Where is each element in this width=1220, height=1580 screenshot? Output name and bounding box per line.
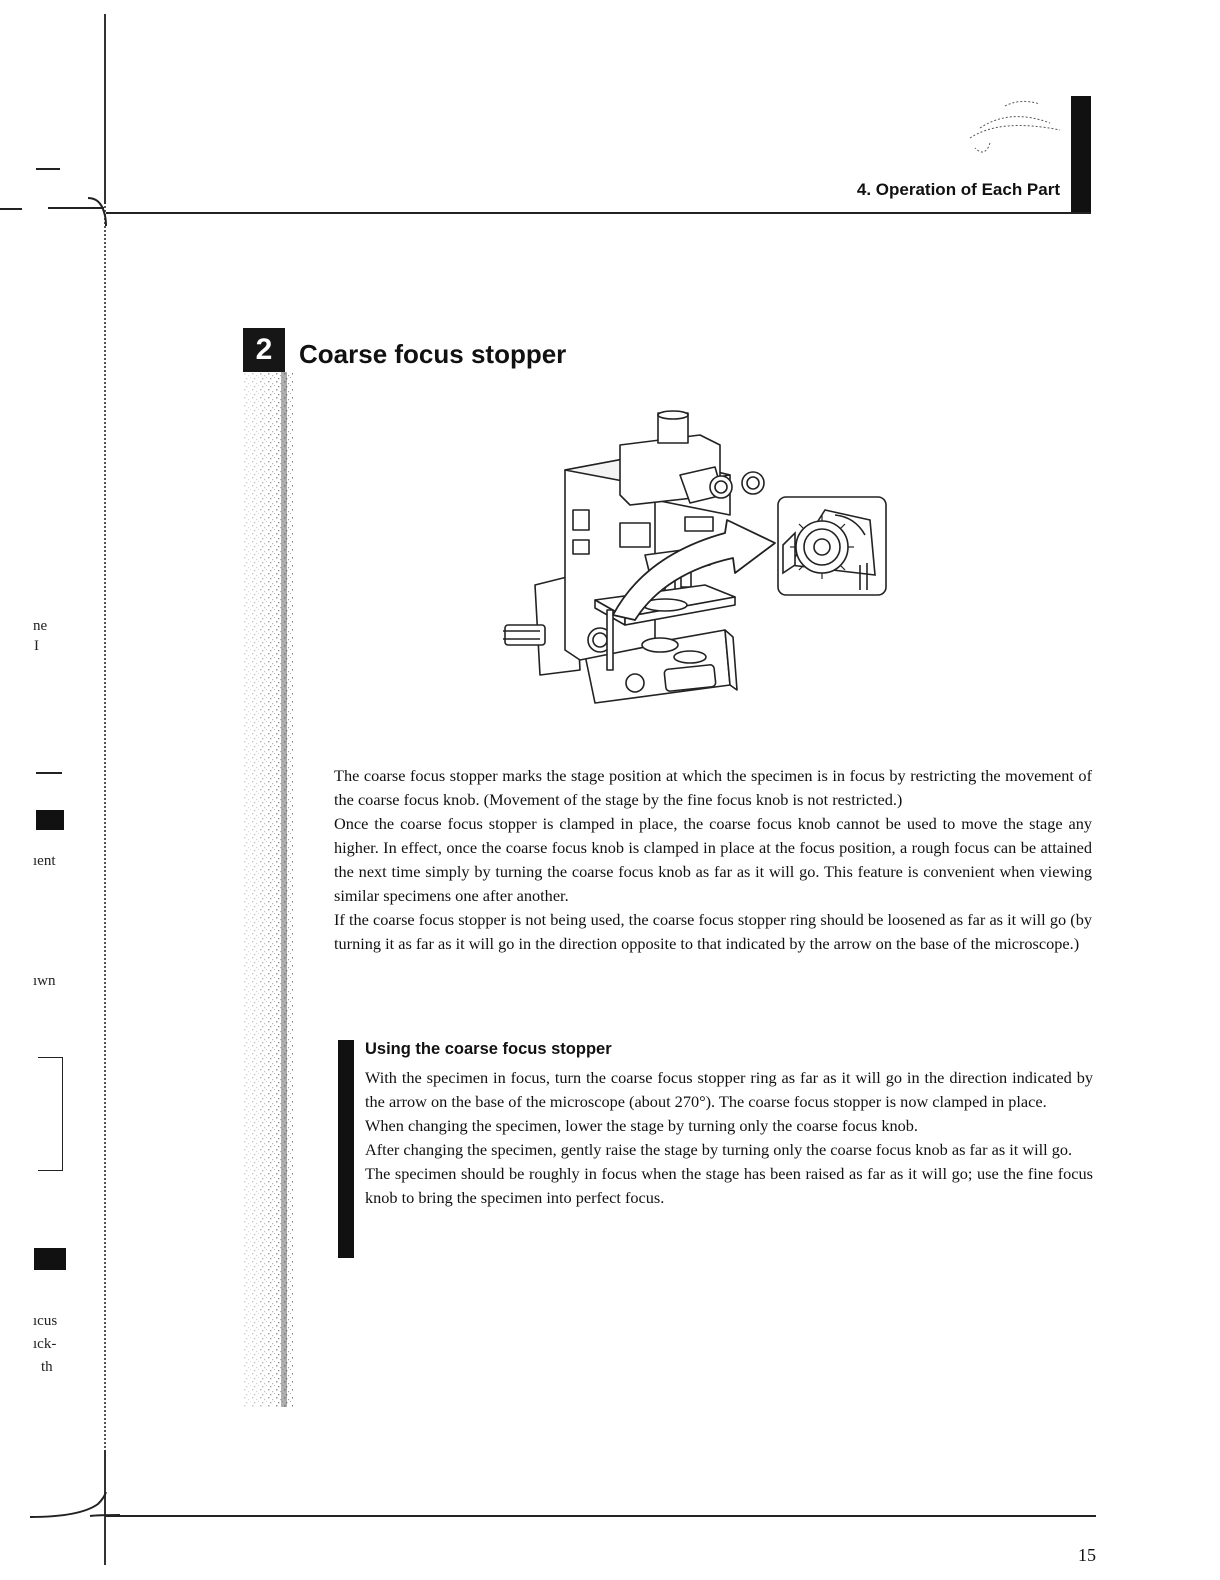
body-paragraph: If the coarse focus stopper is not being used, the coarse focus stopper ring should be loosened as far as it will go (by turning it as far as it will go in the direction opposite to that indicated by the arrow on the base of the microscope.): [334, 910, 1092, 953]
running-header: 4. Operation of Each Part: [856, 180, 1060, 199]
body-text: [334, 764, 1092, 956]
margin-bracket: [38, 1057, 63, 1171]
top-rule-curve: [88, 196, 118, 226]
page-number: 15: [1078, 1545, 1096, 1565]
margin-fragment: I: [34, 638, 39, 654]
note-paragraph: When changing the specimen, lower the stage by turning only the coarse focus knob.: [365, 1116, 918, 1135]
section-number-badge: 2: [243, 328, 285, 372]
note-paragraph: After changing the specimen, gently raise the stage by turning only the coarse focus knob as far as it will go.: [365, 1140, 1073, 1159]
body-paragraph: The coarse focus stopper marks the stage position at which the specimen is in focus by restricting the movement of the coarse focus knob. (Movement of the stage by the fine focus knob is not restricted.): [334, 766, 1092, 809]
section-title: Coarse focus stopper: [299, 339, 567, 369]
margin-dash: [48, 207, 104, 209]
binding-edge: [104, 14, 106, 1564]
margin-arrow-block: [36, 810, 64, 830]
body-paragraph: Once the coarse focus stopper is clamped in place, the coarse focus knob cannot be used to move the stage any higher. In effect, once the coarse focus knob is clamped in place at the focus position, a rough focus can be attained the next time simply by turning the coarse focus knob as far as it will go. This feature is convenient when viewing similar specimens one after another.: [334, 814, 1092, 905]
microscope-illustration: [495, 405, 895, 705]
note-side-bar: [338, 1040, 354, 1258]
bottom-rule-curve: [30, 1492, 120, 1524]
note-text: [365, 1066, 1093, 1210]
margin-fragment: ıwn: [33, 973, 56, 989]
header-scribble-mark: [950, 98, 1070, 168]
note-paragraph: The specimen should be roughly in focus when the stage has been raised as far as it will go; use the fine focus knob to bring the specimen into perfect focus.: [365, 1164, 1093, 1207]
header-tab-bar: [1071, 96, 1091, 214]
margin-fragment: ne: [33, 618, 48, 634]
margin-fragment: ıcus: [33, 1313, 58, 1329]
margin-square-block: [34, 1248, 66, 1270]
margin-fragment: th: [41, 1359, 53, 1375]
note-paragraph: With the specimen in focus, turn the coarse focus stopper ring as far as it will go in the direction indicated by the arrow on the base of the microscope (about 270°). The coarse focus stopper is now clamped in place.: [365, 1068, 1093, 1111]
header-rule: [106, 212, 1091, 214]
margin-fragment: ıck-: [33, 1336, 57, 1352]
margin-dash: [0, 208, 22, 210]
margin-dash: [36, 168, 60, 170]
scan-grain-strip: [243, 372, 293, 1407]
note-title: Using the coarse focus stopper: [365, 1040, 612, 1058]
binding-edge-top: [104, 14, 106, 204]
footer-rule: [106, 1515, 1096, 1517]
margin-fragment: ıent: [33, 853, 56, 869]
margin-dash: [36, 772, 62, 774]
